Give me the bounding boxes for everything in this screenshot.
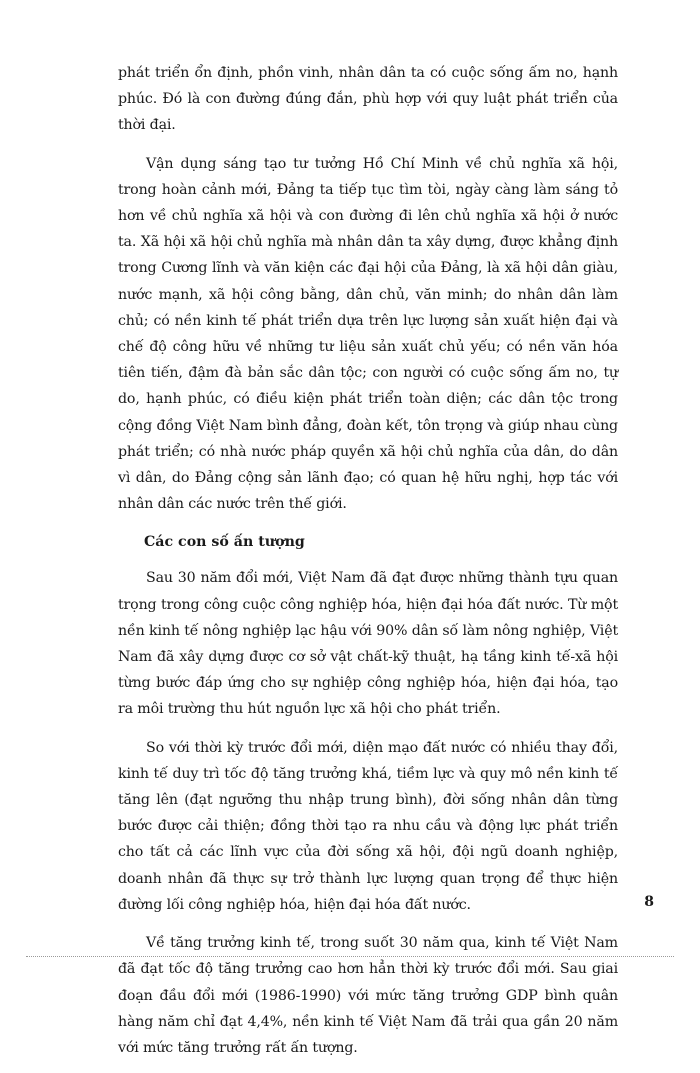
page-bottom-divider <box>26 956 674 957</box>
paragraph-comparison: So với thời kỳ trước đổi mới, diện mạo đất nước có nhiều thay đổi, kinh tế duy trì tốc độ tăng trưởng khá, tiềm lực và quy mô nền kinh tế tăng lên (đạt ngưỡng thu nhập trung bình), đời sống nhân dân từng bước được cải thiện; đồng thời tạo ra nhu cầu và động lực phát triển cho tất cả các lĩnh vực của đời sống xã hội, đội ngũ doanh nghiệp, doanh nhân đã thực sự trở thành lực lượng quan trọng để thực hiện đường lối công nghiệp hóa, hiện đại hóa đất nước. <box>118 739 618 913</box>
paragraph-continuation: phát triển ổn định, phồn vinh, nhân dân ta có cuộc sống ấm no, hạnh phúc. Đó là con đường đúng đắn, phù hợp với quy luật phát triển của thời đại. <box>118 65 618 134</box>
document-page <box>118 60 618 1073</box>
page-number: 8 <box>644 894 654 910</box>
paragraph-achievements: Sau 30 năm đổi mới, Việt Nam đã đạt được những thành tựu quan trọng trong công cuộc công nghiệp hóa, hiện đại hóa đất nước. Từ một nền kinh tế nông nghiệp lạc hậu với 90% dân số làm nông nghiệp, Việt Nam đã xây dựng được cơ sở vật chất-kỹ thuật, hạ tầng kinh tế-xã hội từng bước đáp ứng cho sự nghiệp công nghiệp hóa, hiện đại hóa, tạo ra môi trường thu hút nguồn lực xã hội cho phát triển. <box>118 570 618 718</box>
paragraph-growth: Về tăng trưởng kinh tế, trong suốt 30 năm qua, kinh tế Việt Nam đã đạt tốc độ tăng trưởng cao hơn hẳn thời kỳ trước đổi mới. Sau giai đoạn đầu đổi mới (1986-1990) với mức tăng trưởng GDP bình quân hàng năm chỉ đạt 4,4%, nền kinh tế Việt Nam đã trải qua gần 20 năm với mức tăng trưởng rất ấn tượng. <box>118 935 618 1056</box>
paragraph-socialism: Vận dụng sáng tạo tư tưởng Hồ Chí Minh về chủ nghĩa xã hội, trong hoàn cảnh mới, Đảng ta tiếp tục tìm tòi, ngày càng làm sáng tỏ hơn về chủ nghĩa xã hội và con đường đi lên chủ nghĩa xã hội ở nước ta. Xã hội xã hội chủ nghĩa mà nhân dân ta xây dựng, được khẳng định trong Cương lĩnh và văn kiện các đại hội của Đảng, là xã hội dân giàu, nước mạnh, xã hội công bằng, dân chủ, văn minh; do nhân dân làm chủ; có nền kinh tế phát triển dựa trên lực lượng sản xuất hiện đại và chế độ công hữu về những tư liệu sản xuất chủ yếu; có nền văn hóa tiên tiến, đậm đà bản sắc dân tộc; con người có cuộc sống ấm no, tự do, hạnh phúc, có điều kiện phát triển toàn diện; các dân tộc trong cộng đồng Việt Nam bình đẳng, đoàn kết, tôn trọng và giúp nhau cùng phát triển; có nhà nước pháp quyền xã hội chủ nghĩa của dân, do dân vì dân, do Đảng cộng sản lãnh đạo; có quan hệ hữu nghị, hợp tác với nhân dân các nước trên thế giới. <box>118 155 618 513</box>
section-heading: Các con số ấn tượng <box>144 534 305 551</box>
